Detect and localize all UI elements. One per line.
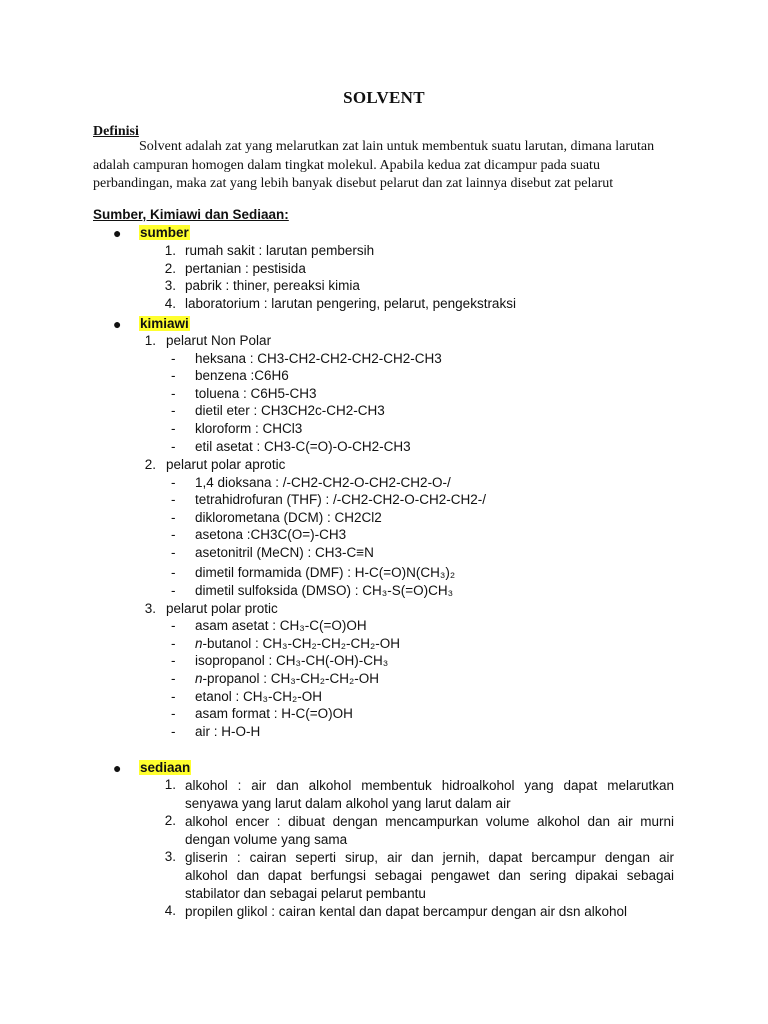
sediaan-item-line: dengan volume yang sama (185, 832, 348, 847)
bullet-icon: ● (113, 225, 122, 241)
list-number: 3. (164, 278, 176, 293)
list-item: toluena : C6H5-CH3 (195, 386, 317, 401)
list-number: 1. (144, 333, 156, 348)
list-number: 4. (164, 903, 176, 918)
dash-marker: - (171, 351, 176, 366)
list-item: asetonitril (MeCN) : CH3-C≡N (195, 545, 374, 560)
list-item: pertanian : pestisida (185, 261, 306, 276)
dash-marker: - (171, 527, 176, 542)
dash-marker: - (171, 724, 176, 739)
sediaan-item-line: alkohol encer : dibuat dengan mencampurkan volume alkohol dan air murni (185, 814, 674, 829)
dash-marker: - (171, 475, 176, 490)
list-item: n-butanol : CH₃-CH₂-CH₂-CH₂-OH (195, 636, 400, 651)
sediaan-item-line: gliserin : cairan seperti sirup, air dan jernih, dapat bercampur dengan air (185, 850, 674, 865)
list-number: 1. (164, 777, 176, 792)
dash-marker: - (171, 565, 176, 580)
list-item: pabrik : thiner, pereaksi kimia (185, 278, 360, 293)
list-item: air : H-O-H (195, 724, 261, 739)
list-item: dimetil sulfoksida (DMSO) : CH₃-S(=O)CH₃ (195, 583, 454, 598)
dash-marker: - (171, 368, 176, 383)
bullet-icon: ● (113, 316, 122, 332)
list-item: laboratorium : larutan pengering, pelarut, pengekstraksi (185, 296, 516, 311)
dash-marker: - (171, 689, 176, 704)
section-heading: Sumber, Kimiawi dan Sediaan: (93, 207, 289, 222)
list-item: asam asetat : CH₃-C(=O)OH (195, 618, 367, 633)
list-number: 1. (164, 243, 176, 258)
sediaan-label: sediaan (140, 760, 191, 775)
list-item: tetrahidrofuran (THF) : /-CH2-CH2-O-CH2-CH2-/ (195, 492, 487, 507)
dash-marker: - (171, 706, 176, 721)
dash-marker: - (171, 386, 176, 401)
definisi-heading: Definisi (93, 124, 139, 139)
list-number: 4. (164, 296, 176, 311)
dash-marker: - (171, 671, 176, 686)
list-item: diklorometana (DCM) : CH2Cl2 (195, 510, 382, 525)
sediaan-item-line: alkohol dan dapat berfungsi sebagai pengawet dan sering dipakai sebagai (185, 868, 674, 883)
kimiawi-label: kimiawi (140, 316, 189, 331)
dash-marker: - (171, 421, 176, 436)
list-item: heksana : CH3-CH2-CH2-CH2-CH2-CH3 (195, 351, 442, 366)
sumber-label: sumber (140, 225, 189, 240)
dash-marker: - (171, 439, 176, 454)
list-item: rumah sakit : larutan pembersih (185, 243, 375, 258)
list-item: asetona :CH3C(O=)-CH3 (195, 527, 347, 542)
list-item: benzena :C6H6 (195, 368, 289, 383)
list-item: dimetil formamida (DMF) : H-C(=O)N(CH₃)₂ (195, 565, 456, 580)
list-number: 3. (144, 601, 156, 616)
dash-marker: - (171, 636, 176, 651)
sediaan-item-line: propilen glikol : cairan kental dan dapat bercampur dengan air dsn alkohol (185, 904, 628, 919)
dash-marker: - (171, 403, 176, 418)
list-item: isopropanol : CH₃-CH(-OH)-CH₃ (195, 653, 389, 668)
sediaan-item-line: stabilator dan sebagai pelarut pembantu (185, 886, 426, 901)
list-item: asam format : H-C(=O)OH (195, 706, 353, 721)
list-number: 2. (144, 457, 156, 472)
group-title: pelarut polar aprotic (166, 457, 286, 472)
list-number: 3. (164, 849, 176, 864)
dash-marker: - (171, 545, 176, 560)
group-title: pelarut Non Polar (166, 333, 272, 348)
list-item: n-propanol : CH₃-CH₂-CH₂-OH (195, 671, 380, 686)
definisi-paragraph: Solvent adalah zat yang melarutkan zat lain untuk membentuk suatu larutan, dimana larutan adalah campuran homogen dalam tingkat molekul. Apabila kedua zat dicampur pada suatu perbandingan, maka zat yang lebih banyak disebut pelarut dan zat lainnya disebut zat pelarut (93, 139, 655, 192)
page-title: SOLVENT (343, 88, 425, 107)
sediaan-item-line: senyawa yang larut dalam alkohol yang larut dalam air (185, 796, 511, 811)
dash-marker: - (171, 618, 176, 633)
list-number: 2. (164, 813, 176, 828)
group-title: pelarut polar protic (166, 601, 278, 616)
dash-marker: - (171, 653, 176, 668)
list-item: etil asetat : CH3-C(=O)-O-CH2-CH3 (195, 439, 411, 454)
sediaan-item-line: alkohol : air dan alkohol membentuk hidroalkohol yang dapat melarutkan (185, 778, 674, 793)
dash-marker: - (171, 583, 176, 598)
dash-marker: - (171, 492, 176, 507)
list-item: 1,4 dioksana : /-CH2-CH2-O-CH2-CH2-O-/ (195, 475, 451, 490)
list-item: etanol : CH₃-CH₂-OH (195, 689, 323, 704)
dash-marker: - (171, 510, 176, 525)
list-item: dietil eter : CH3CH2c-CH2-CH3 (195, 403, 385, 418)
list-number: 2. (164, 261, 176, 276)
list-item: kloroform : CHCl3 (195, 421, 303, 436)
bullet-icon: ● (113, 760, 122, 776)
